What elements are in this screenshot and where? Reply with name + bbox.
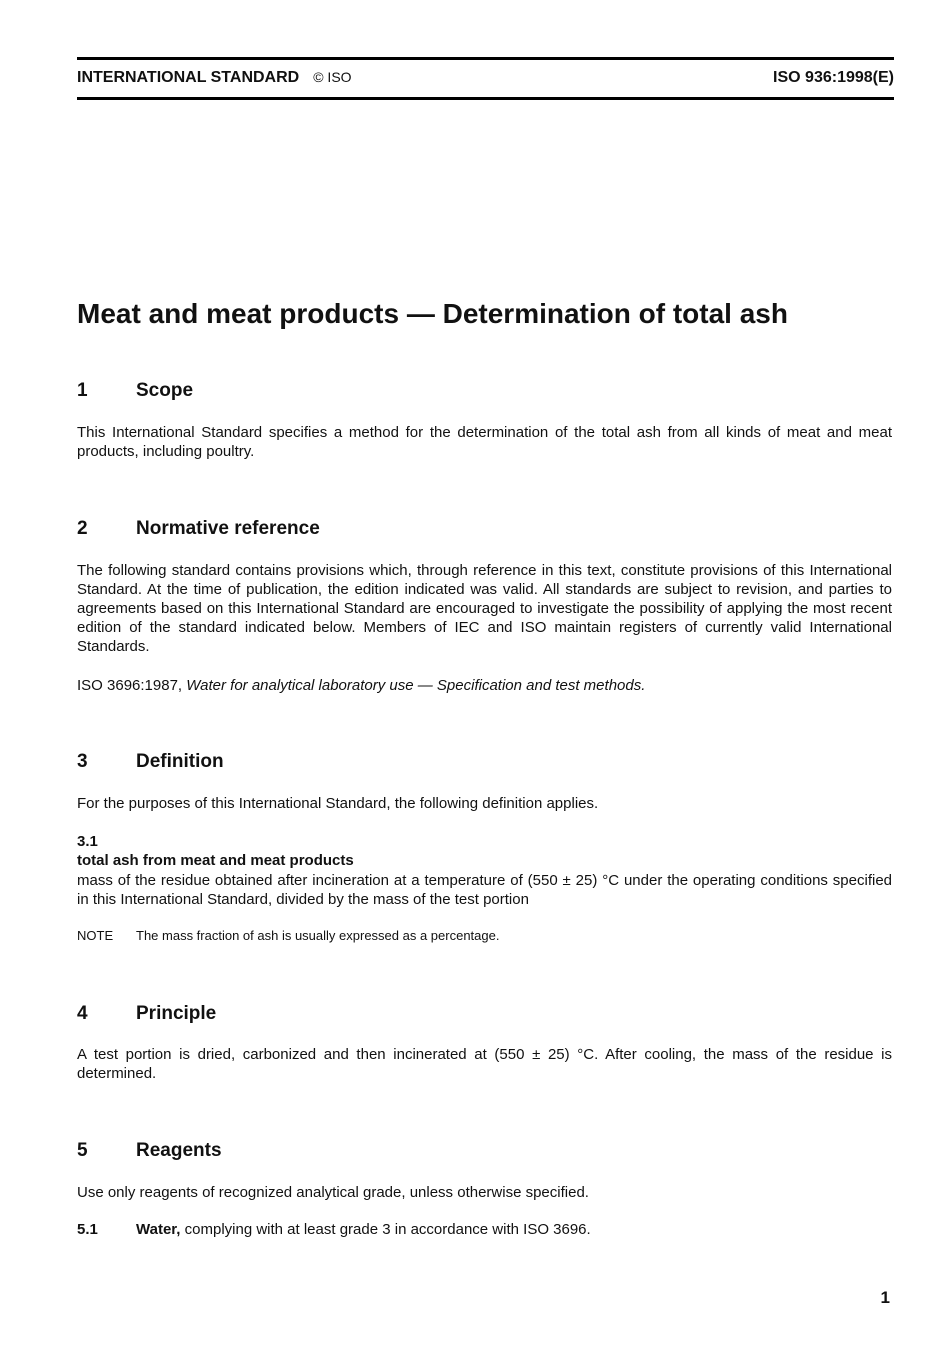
header-rule-top	[77, 57, 894, 60]
section-number: 4	[77, 1003, 88, 1024]
section-title: Normative reference	[136, 518, 320, 539]
item-term: Water,	[136, 1221, 181, 1238]
section-2-body: The following standard contains provisions which, through reference in this text, constitute provisions of this International Standard. At the time of publication, the edition indicated was valid. All standards are subject to revision, and parties to agreements based on this International Standard are encouraged to investigate the possibility of applying the most recent edition of the standard indicated below. Members of IEC and ISO maintain registers of currently valid International Standards.	[77, 562, 892, 655]
section-1-heading	[77, 380, 193, 402]
definition-term: total ash from meat and meat products	[77, 852, 354, 869]
section-3-heading	[77, 751, 224, 773]
section-title: Reagents	[136, 1140, 222, 1161]
header-doc-id: ISO 936:1998(E)	[773, 69, 894, 86]
header-rule-bottom	[77, 97, 894, 100]
reference-title: Water for analytical laboratory use — Specification and test methods.	[186, 677, 646, 694]
section-3-body: For the purposes of this International Standard, the following definition applies.	[77, 795, 599, 812]
section-4-heading	[77, 1003, 216, 1025]
note-label: NOTE	[77, 928, 114, 943]
document-title: Meat and meat products — Determination of total ash	[77, 298, 788, 329]
section-2-heading	[77, 518, 320, 540]
section-number: 1	[77, 380, 88, 401]
definition-note	[77, 928, 499, 943]
definition-number: 3.1	[77, 833, 98, 850]
page-header	[77, 69, 894, 91]
page-number: 1	[880, 1288, 890, 1307]
section-title: Principle	[136, 1003, 217, 1024]
section-title: Definition	[136, 751, 224, 772]
definition-text: mass of the residue obtained after incineration at a temperature of (550 ± 25) °C under the operating conditions specified in this International Standard, divided by the mass of the test portion	[77, 872, 892, 908]
section-1-body: This International Standard specifies a method for the determination of the total ash from all kinds of meat and meat products, including poultry.	[77, 424, 892, 460]
header-copyright: © ISO	[313, 69, 352, 85]
section-number: 2	[77, 518, 88, 539]
item-number: 5.1	[77, 1221, 98, 1238]
section-number: 3	[77, 751, 88, 772]
header-left	[77, 69, 352, 87]
section-title: Scope	[136, 380, 194, 401]
section-5-heading	[77, 1140, 222, 1162]
section-4-body: A test portion is dried, carbonized and then incinerated at (550 ± 25) °C. After cooling, the mass of the residue is determined.	[77, 1046, 892, 1082]
header-standard-label: INTERNATIONAL STANDARD	[77, 69, 300, 86]
section-5-body: Use only reagents of recognized analytical grade, unless otherwise specified.	[77, 1184, 589, 1201]
reference-code: ISO 3696:1987,	[77, 677, 183, 694]
item-text: complying with at least grade 3 in accordance with ISO 3696.	[180, 1221, 591, 1238]
reagent-item-water	[77, 1221, 591, 1238]
section-number: 5	[77, 1140, 88, 1161]
normative-reference	[77, 676, 892, 695]
note-text: The mass fraction of ash is usually expressed as a percentage.	[136, 928, 500, 943]
